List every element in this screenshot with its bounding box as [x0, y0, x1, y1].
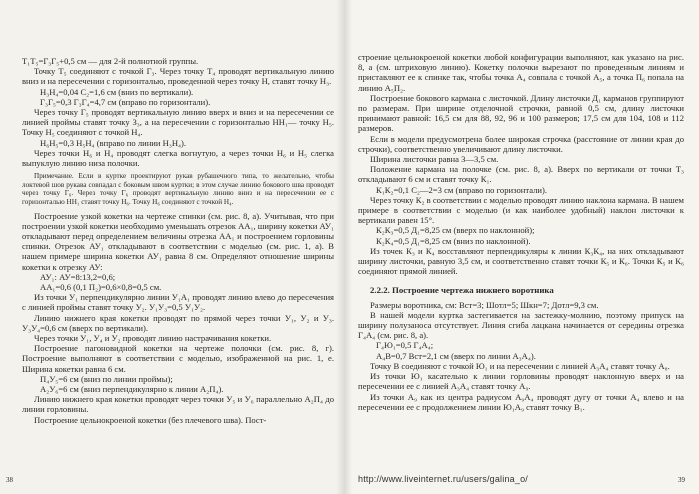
paragraph: Размеры воротника, см: Вст=3; Шотл=5; Шкн=7; Дотл=9,3 см.	[370, 299, 599, 310]
paragraph: П₄У₅=6 см (вниз по линии проймы);	[40, 373, 173, 384]
paragraph: К₂К₄=0,5 Д₁=8,25 см (вниз по наклонной).	[376, 235, 531, 246]
paragraph: Если в модели предусмотрена более широкая строчка (расстояние от линии края до строчки), соответственно увеличивают длину листочки.	[358, 133, 684, 154]
paragraph: Линию нижнего края кокетки проводят через точки У₅ и У₆ параллельно А₂П₄ до линии горловины.	[22, 394, 334, 415]
watermark-url: http://www.liveinternet.ru/users/galina_o/	[358, 474, 528, 484]
paragraph: Ширина листочки равна 3—3,5 см.	[370, 154, 499, 165]
paragraph: А₂У₆=6 см (вниз перпендикулярно к линии А₂П₄).	[40, 384, 224, 395]
paragraph: Линию нижнего края кокетки проводят по прямой через точки У₁, У₂ и У₃. У₃У₄=0,6 см (вверх по вертикали).	[22, 312, 334, 333]
paragraph: АУ₁: АУ=8:13,2=0,6;	[40, 271, 116, 282]
paragraph: Положение кармана на полочке (см. рис. 8, а). Вверх по вертикали от точки Т₃ откладывают 6 см и ставят точку К₁.	[358, 164, 684, 185]
left-page-text	[22, 56, 334, 425]
paragraph: Г₃Г₅=0,3 Г₃Г₄=4,7 см (вправо по горизонтали).	[40, 96, 211, 107]
right-page-bottom-text	[358, 300, 684, 412]
right-page-top-text	[358, 52, 684, 276]
paragraph: Построение бокового кармана с листочкой. Длину листочки Д₁ карманов группируют по размерам. При ширине отделочной строчки, равной 0,5 см, длину листочки принимают равной: 16,5 см для 88, 92, 96 и 100 размеров; 17,5 см для 104, 108 и 112 размеров.	[358, 92, 684, 134]
paragraph: А₄В=0,7 Вст=2,1 см (вверх по линии А₃А₄).	[376, 350, 536, 361]
paragraph: В нашей модели куртка застегивается на застежку-молнию, поэтому припуск на ширину полузаноса отсутствует. Линия сгиба лацкана начинается от середины отрезка Г₄А₄ (см. рис. 8, а).	[358, 309, 684, 341]
paragraph: Построение пагоновидной кокетки на чертеже полочки (см. рис. 8, г). Построение выполняют в соответствии с моделью, изображенной на рис. 1, е. Ширина кокетки равна 6 см.	[22, 343, 334, 374]
paragraph: Через точки У₁, У₄ и У₂ проводят линию настрачивания кокетки.	[34, 333, 272, 344]
paragraph: Через точку Г₅ проводят вертикальную линию вверх и вниз и на пересечении се линией проймы ставят точку З₃, а на пересечении с горизонталью НН₁— точку Н₅. Точку Н₅ соединяют с точкой Н₄.	[22, 107, 334, 138]
paragraph: АА₁=0,6 (0,1 П₂)=0,6×0,8=0,5 см.	[40, 282, 162, 293]
paragraph: Через точки Н₆ и Н₄ проводят слегка вогнутую, а через точки Н₆ и Н₅ слегка выпуклую линию низа полочки.	[22, 147, 334, 169]
paragraph: строение цельнокроеной кокетки любой конфигурации выполняют, как указано на рис. 8, а (см. штриховую линию). Кокетку полочки вырезают по проведенным линиям и приставляют ее к спинке так, чтобы точка А₄ совпала с точкой А₅, а точка П₆ попала на линию А₅П₂.	[358, 52, 684, 93]
paragraph: Точку Т₅ соединяют с точкой Г₃. Через точку Т₄ проводят вертикальную линию вниз и на пересечении с горизонталью, проведенной через точку Н, ставят точку Н₃.	[22, 66, 334, 87]
paragraph: Н₃Н₄=0,04 С₂=1,6 см (вниз по вертикали).	[40, 86, 194, 97]
paragraph: Из точек К₃ и К₄ восставляют перпендикуляры к линии К₃К₄, на них откладывают ширину листочки, равную 3,5 см, и соответственно ставят точки К₅ и К₆. Точки К₅ и К₆ соединяют прямой линией.	[358, 245, 684, 277]
right-page-number: 39	[678, 476, 685, 484]
paragraph: Из точки А₉ как из центра радиусом А₉А₄ проводят дугу от точки А₄ влево и на пересечении ее с продолжением линии Ю₁А₉ ставят точку В₁.	[358, 391, 684, 412]
right-page-text	[358, 52, 684, 412]
paragraph: Примечание. Если в куртке проектируют рукав рубашечного типа, то желательно, чтобы локтевой шов рукава совпадал с боковым швом куртки; в этом случае линию бокового шва проводят через точку Г₆. Через точку Г₆ проводят вертикальную линию вниз и на пересечении ее с горизонталью НН₁ ставят точку Н₆. Точку Н₆ соединяют с точкой Н₄.	[22, 172, 334, 207]
left-page-number: 38	[6, 476, 13, 484]
paragraph: Т₁Т₅=Г₃Г₅+0,5 см — для 2-й полнотной группы.	[22, 56, 199, 66]
section-gap	[358, 276, 684, 281]
paragraph: Из точки Ю₁ касательно к линии горловины проводят наклонную вверх и на пересечении ее с линией А₃А₄ ставят точку А₉.	[358, 371, 684, 392]
paragraph: Н₆Н₅=0,3 Н₅Н₄ (вправо по линии Н₃Н₄).	[40, 137, 187, 148]
paragraph: Построение узкой кокетки на чертеже спинки (см. рис. 8, а). Учитывая, что при построении узкой кокетки необходимо уменьшать отрезок АА₁, ширину кокетки АУ₁ откладывают перед определением величины отрезка АА₁ и построением горловины спинки. Отрезок АУ₁ откладывают в соответствии с моделью (см. рис. 1, а). В нашем примере ширина кокетки АУ₁ равна 8 см. Определяют отношение ширины кокетки к отрезку АУ:	[22, 210, 334, 272]
book-gutter	[336, 0, 352, 494]
paragraph: Через точку К₂ в соответствии с моделью проводят линию наклона кармана. В нашем примере в соответствии с моделью (и как наиболее удобный) наклон листочки к вертикали равен 15°.	[358, 194, 684, 226]
section-heading: 2.2.2. Построение чертежа нижнего воротника	[370, 285, 554, 296]
paragraph: Г₄Ю₁=0,5 Г₄А₄;	[376, 340, 434, 351]
left-page	[0, 0, 344, 494]
paragraph: К₁К₂=0,1 С₂—2=3 см (вправо по горизонтали).	[376, 184, 548, 195]
paragraph: Из точки У₁ перпендикулярно линии У₁А₁ проводят линию влево до пересечения с линией проймы ставят точку У₂. У₁У₃=0,5 У₁У₂.	[22, 292, 334, 313]
paragraph: Построение цельнокроеной кокетки (без плечевого шва). Пост-	[34, 414, 267, 425]
paragraph: К₂К₃=0,5 Д₁=8,25 см (вверх по наклонной);	[376, 225, 535, 236]
right-page	[344, 0, 699, 494]
paragraph: Точку В соединяют с точкой Ю₁ и на пересечении с линией А₃А₄ ставят точку А₈.	[370, 360, 670, 371]
